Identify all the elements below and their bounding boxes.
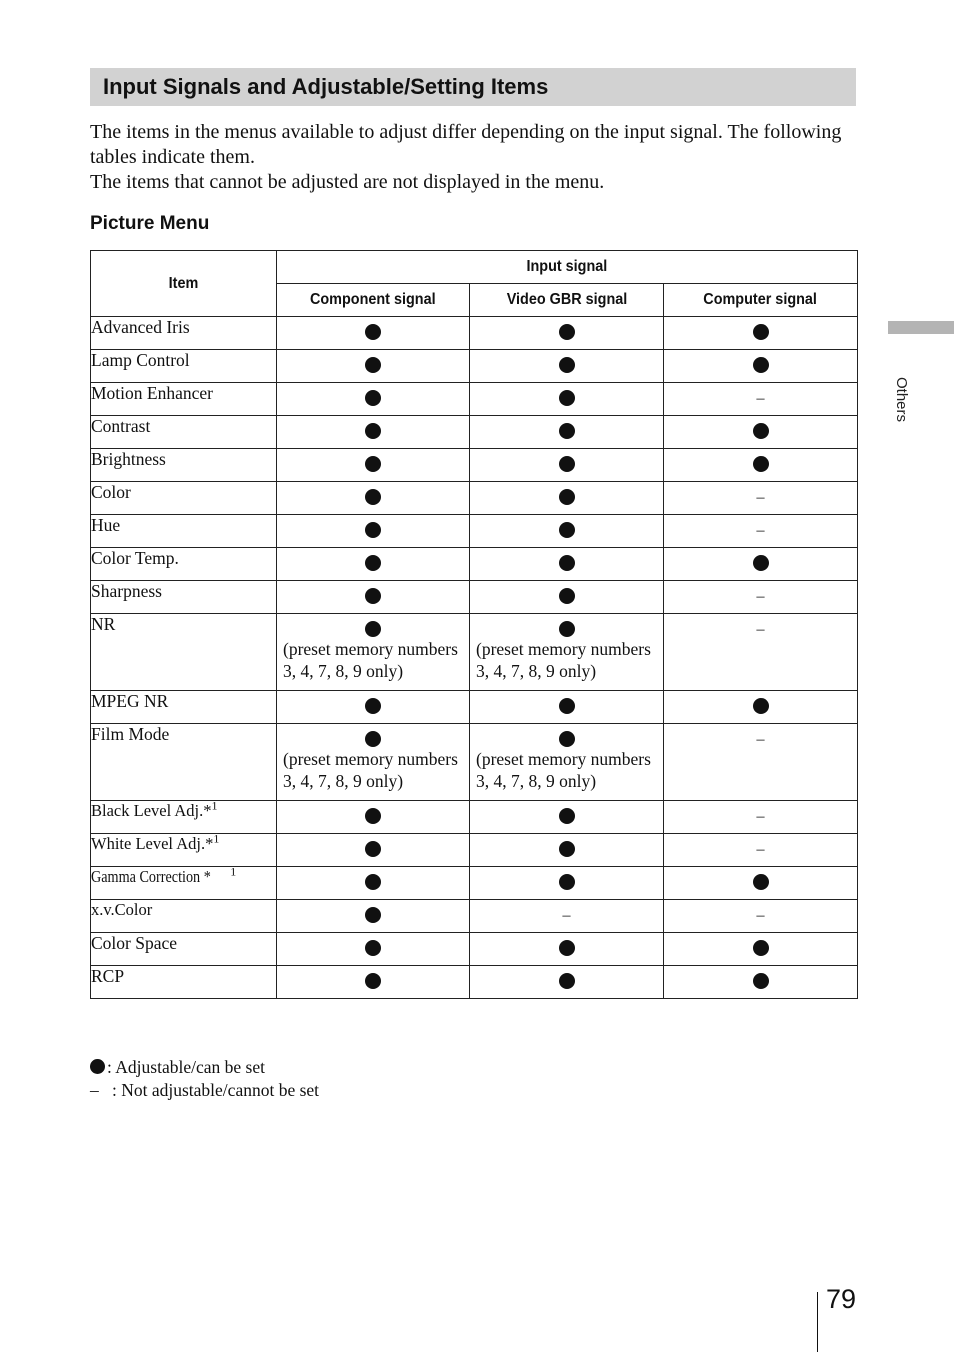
adjustable-dot-icon [277,482,469,514]
adjustable-dot-icon [470,581,663,613]
item-name-cell [91,350,277,383]
item-name-cell [91,548,277,581]
component-cell [277,933,470,966]
item-name: MPEG NR [91,691,169,711]
intro-text [90,120,860,195]
adjustable-dot-icon [277,691,469,723]
video-gbr-signal-header: Video GBR signal [470,284,664,317]
item-name-cell [91,482,277,515]
item-name-cell [91,933,277,966]
adjustable-dot-icon [277,933,469,965]
item-name: Film Mode [91,724,170,744]
video-gbr-cell [470,482,664,515]
item-name: Sharpness [91,581,162,601]
table-row [91,614,858,691]
footnote-marker: 1 [230,864,237,879]
adjustable-dot-icon [664,933,857,965]
adjustable-dot-icon [470,350,663,382]
video-gbr-cell [470,966,664,999]
not-adjustable-dash: – [756,731,765,748]
computer-cell [664,966,858,999]
video-gbr-cell [470,834,664,867]
legend-adjustable-text: : Adjustable/can be set [107,1057,265,1077]
item-name: Contrast [91,416,151,436]
page-number: 79 [826,1284,857,1314]
adjustable-dot-icon [277,966,469,998]
legend-not-adjustable-text: : Not adjustable/cannot be set [112,1080,320,1100]
computer-cell [664,383,858,416]
legend-adjustable [90,1056,319,1079]
preset-memory-note: (preset memory numbers 3, 4, 7, 8, 9 only) [283,639,458,681]
item-name: Lamp Control [91,350,190,370]
computer-cell [664,482,858,515]
table-row [91,317,858,350]
adjustable-dot-icon [470,548,663,580]
adjustable-dot-icon [664,548,857,580]
adjustable-dot-icon [277,801,469,833]
item-name-cell [91,581,277,614]
computer-cell [664,900,858,933]
item-name: Color [91,482,131,502]
computer-cell [664,449,858,482]
adjustable-dot-icon [470,317,663,349]
adjustable-dot-icon [277,416,469,448]
video-gbr-cell [470,691,664,724]
table-body [91,317,858,999]
side-tab-marker [888,321,954,334]
item-name-cell [91,864,277,900]
adjustable-dot-icon [470,383,663,415]
adjustable-dot-icon [277,867,469,899]
item-name: Color Space [91,933,178,953]
computer-cell [664,548,858,581]
item-name-cell [91,900,277,933]
component-cell [277,581,470,614]
adjustable-dot-icon [664,867,857,899]
item-name: x.v.Color [91,900,153,919]
table-row [91,691,858,724]
input-signal-header: Input signal [277,251,858,284]
video-gbr-cell [470,801,664,834]
table-row [91,933,858,966]
component-cell [277,801,470,834]
item-name: Color Temp. [91,548,179,568]
computer-cell [664,515,858,548]
item-name-cell [91,449,277,482]
video-gbr-cell [470,867,664,900]
table-row [91,416,858,449]
video-gbr-cell [470,416,664,449]
item-name: Black Level Adj.* [91,801,212,820]
video-gbr-cell [470,515,664,548]
computer-cell [664,691,858,724]
item-name-cell [91,515,277,548]
component-cell [277,966,470,999]
item-name: Brightness [91,449,166,469]
adjustable-dot-icon [664,966,857,998]
adjustable-dot-icon [277,548,469,580]
item-name-cell [91,416,277,449]
adjustable-dot-icon [277,515,469,547]
adjustable-dot-icon [470,482,663,514]
table-row [91,548,858,581]
item-name-cell [91,798,277,834]
computer-cell [664,867,858,900]
page-number-rule [817,1292,818,1352]
not-adjustable-dash: – [756,907,765,924]
picture-menu-heading: Picture Menu [90,213,210,234]
legend [90,1056,319,1102]
component-cell [277,317,470,350]
footnote-marker: 1 [213,831,220,846]
component-cell [277,515,470,548]
table-row [91,383,858,416]
dash-icon: – [90,1080,99,1100]
component-cell [277,548,470,581]
table-row [91,724,858,801]
computer-cell [664,834,858,867]
component-cell [277,482,470,515]
item-name-cell [91,724,277,801]
legend-not-adjustable [90,1079,319,1102]
intro-paragraph-2: The items that cannot be adjusted are not displayed in the menu. [90,171,605,193]
component-cell [277,900,470,933]
item-name: NR [91,614,116,634]
computer-cell [664,416,858,449]
table-row [91,801,858,834]
item-name-cell [91,317,277,350]
component-cell [277,724,470,801]
adjustable-dot-icon [664,317,857,349]
item-name-cell [91,383,277,416]
section-title: Input Signals and Adjustable/Setting Items [103,74,549,99]
preset-memory-note: (preset memory numbers 3, 4, 7, 8, 9 only) [476,639,651,681]
adjustable-dot-icon [470,801,663,833]
component-cell [277,691,470,724]
item-name: Gamma Correction * [91,867,211,886]
not-adjustable-dash: – [756,489,765,506]
picture-menu-table [90,250,858,999]
adjustable-dot-icon [277,317,469,349]
adjustable-dot-icon [470,867,663,899]
computer-cell [664,801,858,834]
video-gbr-cell [470,614,664,691]
adjustable-dot-icon [470,966,663,998]
preset-memory-note: (preset memory numbers 3, 4, 7, 8, 9 only) [283,749,458,791]
table-row [91,515,858,548]
not-adjustable-dash: – [756,621,765,638]
video-gbr-cell [470,317,664,350]
video-gbr-cell [470,724,664,801]
adjustable-dot-icon [470,933,663,965]
adjustable-dot-icon [470,416,663,448]
intro-paragraph-1: The items in the menus available to adjust differ depending on the input signal. The following tables indicate them. [90,121,842,168]
section-header-bar [90,68,856,106]
adjustable-dot-icon [470,834,663,866]
not-adjustable-dash: – [756,522,765,539]
item-name: Motion Enhancer [91,383,213,403]
side-section-label: Others [893,377,910,423]
adjustable-dot-icon [664,449,857,481]
component-cell [277,383,470,416]
computer-cell [664,350,858,383]
video-gbr-cell [470,933,664,966]
footnote-marker: 1 [211,798,218,813]
table-row [91,449,858,482]
item-name-cell [91,966,277,999]
adjustable-dot-icon [664,350,857,382]
adjustable-dot-icon [470,515,663,547]
component-cell [277,614,470,691]
adjustable-dot-icon [277,581,469,613]
video-gbr-cell [470,581,664,614]
table-row [91,482,858,515]
computer-signal-header: Computer signal [664,284,858,317]
adjustable-dot-icon [277,383,469,415]
item-name-cell [91,831,277,867]
table-row [91,350,858,383]
item-name-cell [91,691,277,724]
not-adjustable-dash: – [756,841,765,858]
computer-cell [664,614,858,691]
item-name: Advanced Iris [91,317,190,337]
video-gbr-cell [470,900,664,933]
table-row [91,966,858,999]
video-gbr-cell [470,383,664,416]
adjustable-dot-icon [277,900,469,932]
not-adjustable-dash: – [562,907,571,924]
component-cell [277,416,470,449]
video-gbr-cell [470,350,664,383]
item-name: White Level Adj.* [91,834,214,853]
table-row [91,581,858,614]
table-row [91,834,858,867]
adjustable-dot-icon [470,691,663,723]
component-cell [277,449,470,482]
component-cell [277,867,470,900]
item-name: RCP [91,966,125,986]
computer-cell [664,724,858,801]
video-gbr-cell [470,449,664,482]
table-row [91,900,858,933]
component-signal-header: Component signal [277,284,470,317]
adjustable-dot-icon [277,449,469,481]
table-row [91,867,858,900]
adjustable-dot-icon [664,691,857,723]
computer-cell [664,581,858,614]
component-cell [277,834,470,867]
filled-circle-icon [90,1059,105,1074]
component-cell [277,350,470,383]
adjustable-dot-icon [470,449,663,481]
adjustable-dot-icon [277,834,469,866]
item-name: Hue [91,515,121,535]
not-adjustable-dash: – [756,390,765,407]
computer-cell [664,317,858,350]
not-adjustable-dash: – [756,808,765,825]
preset-memory-note: (preset memory numbers 3, 4, 7, 8, 9 only) [476,749,651,791]
item-name-cell [91,614,277,691]
adjustable-dot-icon [277,350,469,382]
not-adjustable-dash: – [756,588,765,605]
video-gbr-cell [470,548,664,581]
computer-cell [664,933,858,966]
item-column-header: Item [91,251,277,317]
adjustable-dot-icon [664,416,857,448]
